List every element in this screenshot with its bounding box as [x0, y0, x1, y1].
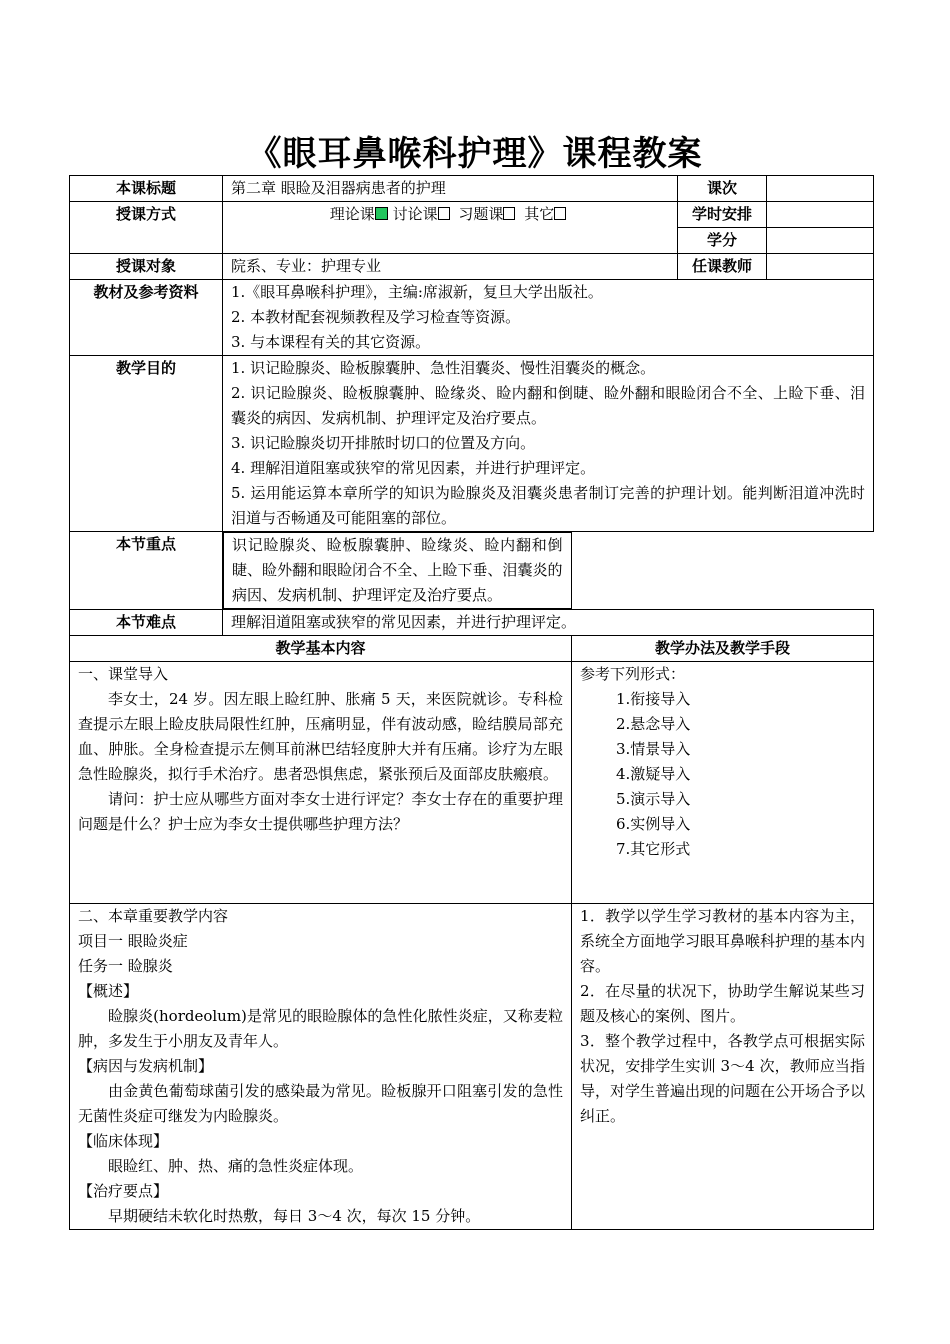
method-column-header: 教学办法及教学手段: [572, 636, 874, 662]
key-value: 识记睑腺炎、睑板腺囊肿、睑缘炎、睑内翻和倒睫、睑外翻和眼睑闭合不全、上睑下垂、泪囊炎的病因、发病机制、护理评定及治疗要点。: [223, 532, 572, 609]
method-option-other: 其它: [524, 205, 555, 223]
project-title: 项目一 眼睑炎症: [78, 932, 188, 950]
teacher-label: 任课教师: [678, 254, 767, 280]
note-item: 3．整个教学过程中，各教学点可根据实际状况，安排学生实训 3～4 次，教师应当指导，对学生普遍出现的问题在公开场合予以纠正。: [580, 1032, 866, 1125]
difficulty-value: 理解泪道阻塞或狭窄的常见因素，并进行护理评定。: [223, 610, 874, 636]
methods-cell: [572, 662, 874, 904]
treatment-text: 早期硬结未软化时热敷，每日 3～4 次，每次 15 分钟。: [108, 1207, 481, 1225]
row-intro: [70, 662, 874, 904]
row-main-content: [70, 904, 874, 1230]
overview-text: 睑腺炎(hordeolum)是常见的眼睑腺体的急性化脓性炎症，又称麦粒肿，多发生于小朋友及青年人。: [78, 1007, 563, 1050]
goal-item: 5. 运用能运算本章所学的知识为睑腺炎及泪囊炎患者制订完善的护理计划。能判断泪道冲洗时泪道与否畅通及可能阻塞的部位。: [231, 484, 865, 527]
method-options: [223, 202, 678, 254]
overview-title: 【概述】: [78, 982, 139, 1000]
method-item: 7.其它形式: [616, 840, 691, 858]
method-option-discussion: 讨论课: [392, 205, 438, 223]
teacher-value: [767, 254, 874, 280]
page-title: 《眼耳鼻喉科护理》课程教案: [247, 134, 703, 174]
goal-item: 4. 理解泪道阻塞或狭窄的常见因素，并进行护理评定。: [231, 459, 596, 477]
method-item: 5.演示导入: [616, 790, 691, 808]
topic-label: 本课标题: [70, 176, 223, 202]
treatment-title: 【治疗要点】: [78, 1182, 169, 1200]
goal-item: 1. 识记睑腺炎、睑板腺囊肿、急性泪囊炎、慢性泪囊炎的概念。: [231, 359, 656, 377]
method-option-theory: 理论课: [329, 205, 375, 223]
note-item: 1．教学以学生学习教材的基本内容为主，系统全方面地学习眼耳鼻喉科护理的基本内容。: [580, 907, 866, 975]
row-content-headers: [70, 636, 874, 662]
main-content-cell: [70, 904, 572, 1230]
row-audience: [70, 254, 874, 280]
note-item: 2．在尽量的状况下，协助学生解说某些习题及核心的案例、图片。: [580, 982, 865, 1025]
audience-value: 院系、专业：护理专业: [223, 254, 678, 280]
row-method: [70, 202, 874, 228]
lesson-plan-table: [69, 175, 874, 1230]
row-goals: [70, 356, 874, 532]
method-option-exercise: 习题课: [458, 205, 504, 223]
method-item: 6.实例导入: [616, 815, 691, 833]
materials-item: 1.《眼耳鼻喉科护理》，主编:席淑新，复旦大学出版社。: [231, 283, 603, 301]
notes-cell: [572, 904, 874, 1230]
method-item: 1.衔接导入: [616, 690, 691, 708]
method-item: 2.悬念导入: [616, 715, 691, 733]
checked-checkbox-icon[interactable]: [375, 207, 388, 220]
goal-item: 2. 识记睑腺炎、睑板腺囊肿、睑缘炎、睑内翻和倒睫、睑外翻和眼睑闭合不全、上睑下垂、泪囊炎的病因、发病机制、护理评定及治疗要点。: [231, 384, 865, 427]
main-heading: 二、本章重要教学内容: [78, 907, 229, 925]
materials-item: 3. 与本课程有关的其它资源。: [231, 333, 431, 351]
materials-list: [223, 280, 874, 356]
goals-label: 教学目的: [70, 356, 223, 532]
intro-cell: [70, 662, 572, 904]
method-label: 授课方式: [70, 202, 223, 254]
materials-item: 2. 本教材配套视频教程及学习检查等资源。: [231, 308, 521, 326]
content-column-header: 教学基本内容: [70, 636, 572, 662]
checkbox-icon[interactable]: [554, 207, 566, 220]
checkbox-icon[interactable]: [438, 207, 450, 220]
lesson-no-value: [767, 176, 874, 202]
checkbox-icon[interactable]: [503, 207, 515, 220]
credit-label: 学分: [678, 228, 767, 254]
intro-case: 李女士，24 岁。因左眼上睑红肿、胀痛 5 天，来医院就诊。专科检查提示左眼上睑皮肤局限性红肿，压痛明显，伴有波动感，睑结膜局部充血、肿胀。全身检查提示左侧耳前淋巴结轻度肿大并有压痛。诊疗为左眼急性睑腺炎，拟行手术治疗。患者恐惧焦虑，紧张预后及面部皮肤瘢痕。: [78, 690, 563, 783]
cause-text: 由金黄色葡萄球菌引发的感染最为常见。睑板腺开口阻塞引发的急性无菌性炎症可继发为内睑腺炎。: [78, 1082, 563, 1125]
clinical-text: 眼睑红、肿、热、痛的急性炎症体现。: [108, 1157, 364, 1175]
hours-label: 学时安排: [678, 202, 767, 228]
clinical-title: 【临床体现】: [78, 1132, 169, 1150]
method-item: 3.情景导入: [616, 740, 691, 758]
difficulty-label: 本节难点: [70, 610, 223, 636]
row-key: [70, 532, 874, 610]
hours-value: [767, 202, 874, 228]
row-materials: [70, 280, 874, 356]
materials-label: 教材及参考资料: [70, 280, 223, 356]
task-title: 任务一 睑腺炎: [78, 957, 173, 975]
cause-title: 【病因与发病机制】: [78, 1057, 214, 1075]
row-topic: [70, 176, 874, 202]
intro-question: 请问：护士应从哪些方面对李女士进行评定？李女士存在的重要护理问题是什么？护士应为李女士提供哪些护理方法？: [78, 790, 563, 833]
credit-value: [767, 228, 874, 254]
goal-item: 3. 识记睑腺炎切开排脓时切口的位置及方向。: [231, 434, 536, 452]
row-difficulty: [70, 610, 874, 636]
lesson-no-label: 课次: [678, 176, 767, 202]
intro-heading: 一、课堂导入: [78, 665, 169, 683]
topic-value: 第二章 眼睑及泪器病患者的护理: [223, 176, 678, 202]
methods-intro: 参考下列形式：: [580, 665, 686, 683]
goals-list: [223, 356, 874, 532]
method-item: 4.激疑导入: [616, 765, 691, 783]
key-label: 本节重点: [70, 532, 223, 610]
audience-label: 授课对象: [70, 254, 223, 280]
